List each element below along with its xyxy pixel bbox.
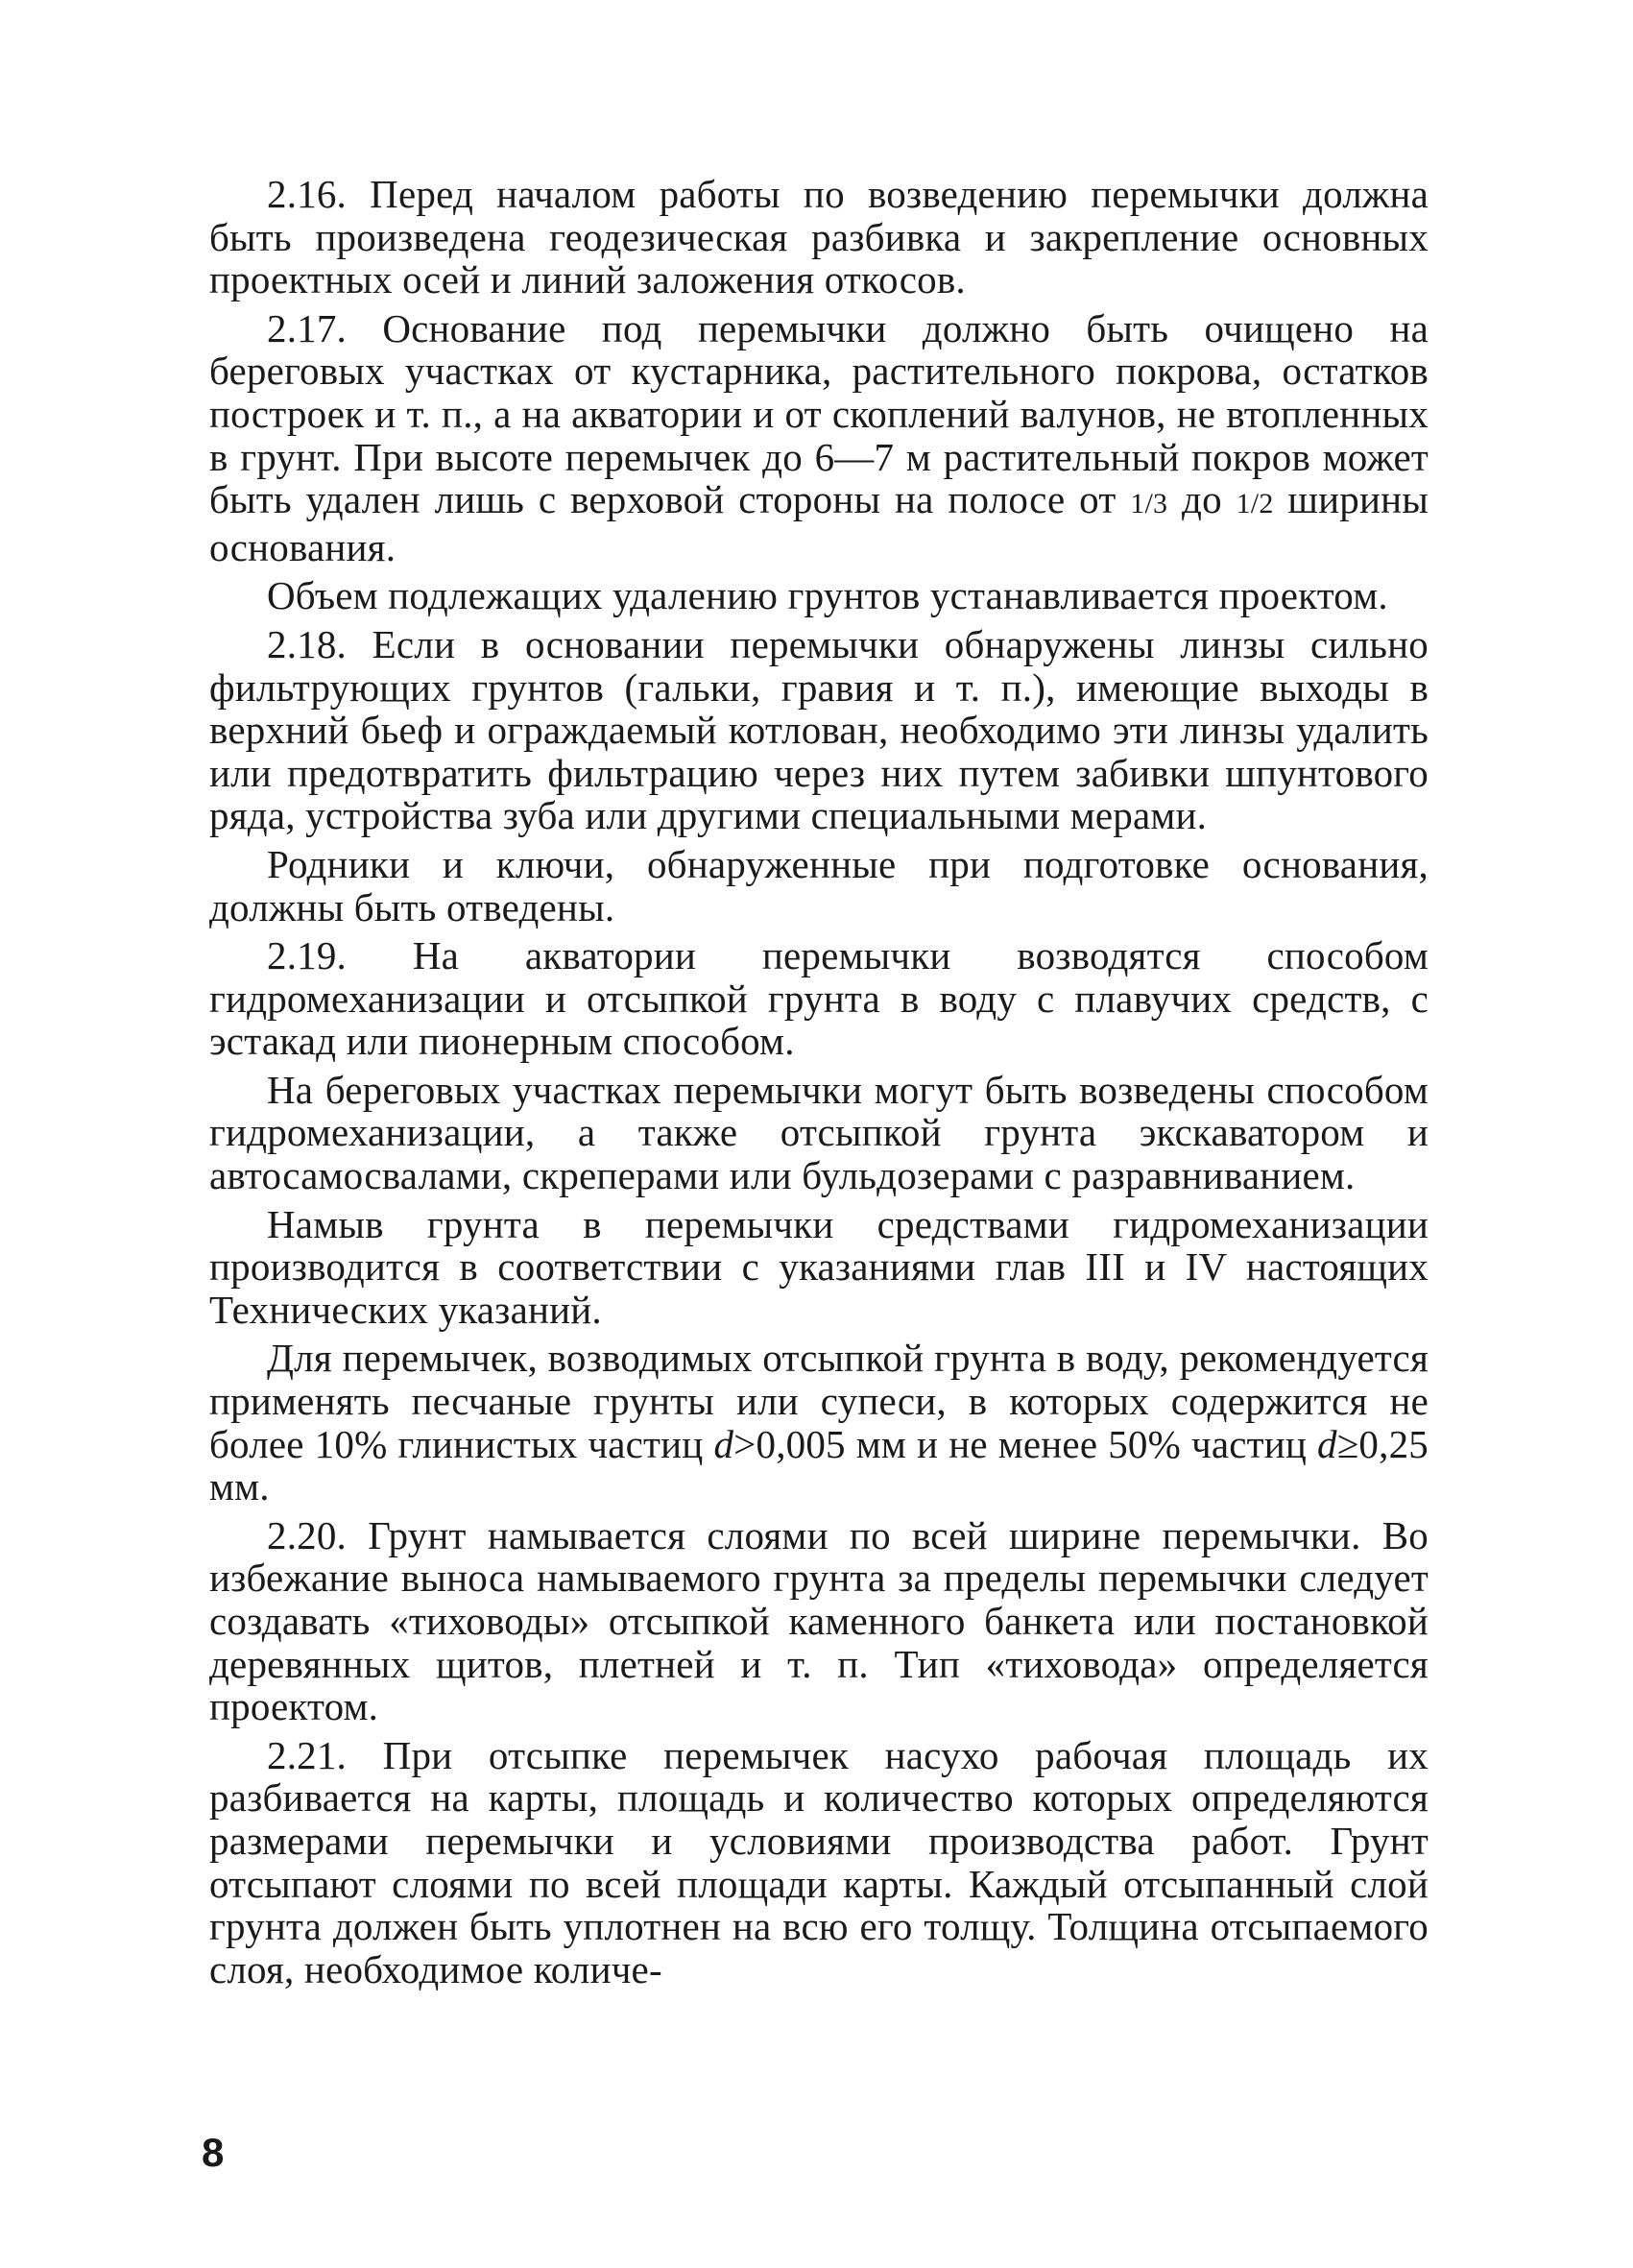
paragraph-2-17 — [209, 307, 1429, 569]
paragraph-springs: Родники и ключи, обнаруженные при подготовке основания, должны быть отведены. — [209, 841, 1429, 929]
paragraph-soil-mid: >0,005 мм и не менее 50% частиц — [733, 1421, 1318, 1466]
fraction-one-third: 1/3 — [1130, 488, 1168, 520]
paragraph-soil-text: Для перемычек, возводимых отсыпкой грунта в воду, рекомендуется применять песчаные грунты или супеси, в которых содержится не более 10% глинистых частиц — [209, 1336, 1429, 1466]
paragraph-soil-requirements — [209, 1337, 1429, 1508]
paragraph-shore-sections: На береговых участках перемычки могут быть возведены способом гидромеханизации, а также отсыпкой грунта экскаватором и автосамосвалами, скреперами или бульдозерами с разравниванием. — [209, 1067, 1429, 1198]
paragraph-soil-volume: Объем подлежащих удалению грунтов устанавливается проектом. — [267, 573, 1388, 618]
variable-d-2: d — [1317, 1421, 1337, 1466]
paragraph-soil-tail: ≥0,25 мм. — [209, 1421, 1429, 1509]
paragraph-2-18: 2.18. Если в основании перемычки обнаружены линзы сильно фильтрующих грунтов (гальки, гравия и т. п.), имеющие выходы в верхний бьеф и ограждаемый котлован, необходимо эти линзы удалить или предотвратить фильтрацию через них путем забивки шпунтового ряда, устройства зуба или другими специальными мерами. — [209, 621, 1429, 838]
paragraph-2-17-tail: ширины основания. — [209, 477, 1429, 569]
paragraph-2-16: 2.16. Перед началом работы по возведению перемычки должна быть произведена геодезическая разбивка и закрепление основных проектных осей и линий заложения откосов. — [209, 172, 1429, 302]
paragraph-2-17-mid: до — [1167, 477, 1237, 522]
paragraph-hydro-fill: Намыв грунта в перемычки средствами гидромеханизации производится в соответствии с указаниями глав III и IV настоящих Технических указаний. — [209, 1201, 1429, 1332]
paragraph-2-17-text: 2.17. Основание под перемычки должно быть очищено на береговых участках от кустарника, растительного покрова, остатков построек и т. п., а на акватории и от скоплений валунов, не втопленных в грунт. При высоте перемычек до 6—7 м растительный покров может быть удален лишь с верховой стороны на полосе от — [209, 305, 1429, 522]
paragraph-2-19: 2.19. На акватории перемычки возводятся способом гидромеханизации и отсыпкой грунта в воду с плавучих средств, с эстакад или пионерным способом. — [209, 933, 1429, 1064]
paragraph-2-21: 2.21. При отсыпке перемычек насухо рабочая площадь их разбивается на карты, площадь и количество которых определяются размерами перемычки и условиями производства работ. Грунт отсыпают слоями по всей площади карты. Каждый отсыпанный слой грунта должен быть уплотнен на всю его толщу. Толщина отсыпаемого слоя, необходимое количе- — [209, 1732, 1429, 1991]
paragraph-2-20: 2.20. Грунт намывается слоями по всей ширине перемычки. Во избежание выноса намываемого грунта за пределы перемычки следует создавать «тиховоды» отсыпкой каменного банкета или постановкой деревянных щитов, плетней и т. п. Тип «тиховода» определяется проектом. — [209, 1512, 1429, 1729]
body-text — [209, 173, 1429, 1991]
variable-d-1: d — [713, 1421, 734, 1466]
fraction-one-half: 1/2 — [1236, 488, 1274, 520]
page-number: 8 — [202, 2130, 225, 2175]
